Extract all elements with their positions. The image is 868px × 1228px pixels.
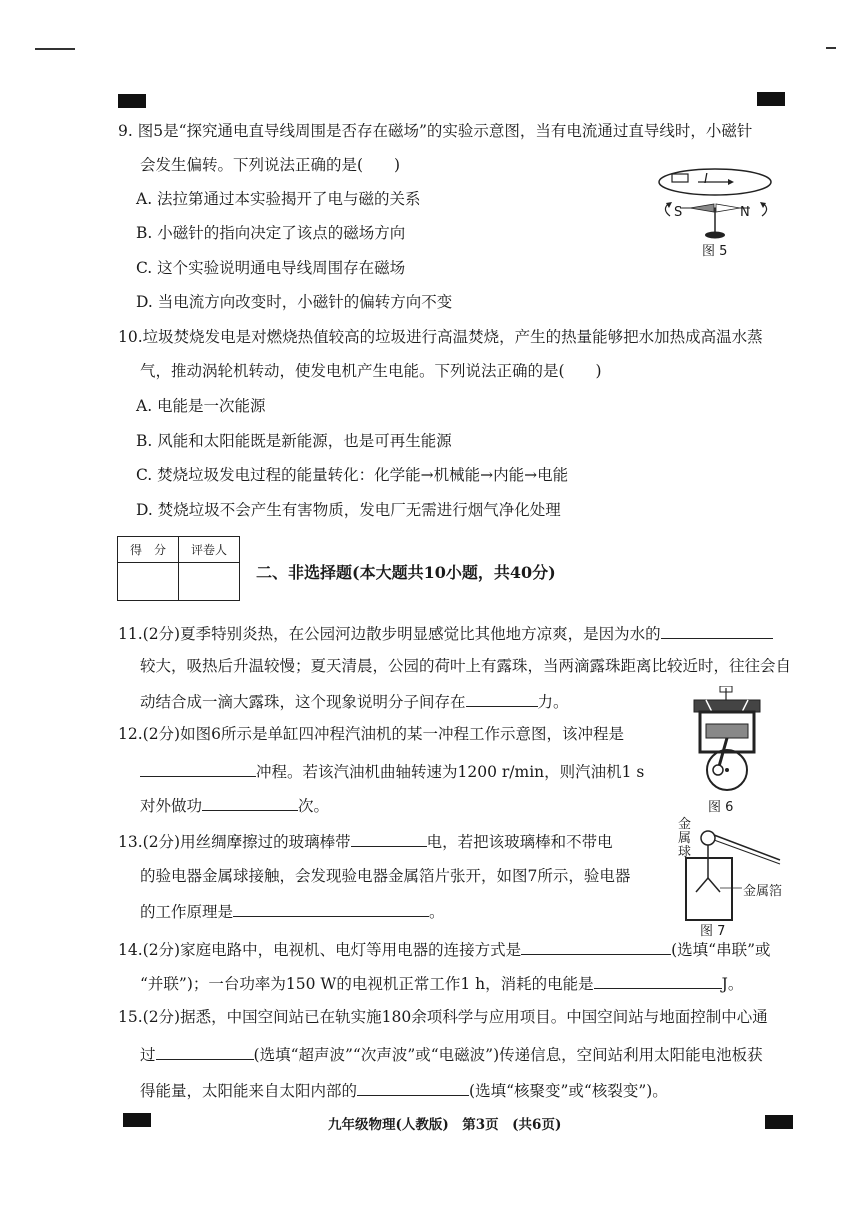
q15-blank-1[interactable] [156,1043,254,1060]
scan-edge-line-right [826,47,836,49]
q14-blank-1[interactable] [521,938,671,955]
corner-mark-bottom-right [765,1115,793,1129]
figure-7-foil-label: 金属箔 [743,884,783,899]
figure-7-ball-label: 金属球 [678,817,692,860]
figure-6-caption: 图 6 [708,800,734,815]
q10-option-c: C. 焚烧垃圾发电过程的能量转化：化学能→机械能→内能→电能 [136,466,569,484]
q11-blank-2[interactable] [466,690,538,707]
q10-option-b: B. 风能和太阳能既是新能源，也是可再生能源 [136,432,452,450]
q14-text-1b: (选填“串联”或 [671,941,771,959]
section-2-title: 二、非选择题(本大题共10小题，共40分) [256,563,556,582]
figure-5-caption: 图 5 [702,244,728,259]
q11-text-1: 11.(2分)夏季特别炎热，在公园河边散步明显感觉比其他地方凉爽，是因为水的 [118,625,661,643]
q14-text-2b: J。 [721,975,744,993]
q12-text-2: 冲程。若该汽油机曲轴转速为1200 r/min，则汽油机1 s [256,763,645,781]
q9-option-c: C. 这个实验说明通电导线周围存在磁场 [136,259,406,277]
q12-text-3a: 对外做功 [140,797,203,815]
q13-blank-1[interactable] [351,830,427,847]
q12-blank-1[interactable] [140,760,256,777]
q15-text-2a: 过 [140,1046,156,1064]
q10-option-a: A. 电能是一次能源 [136,397,266,415]
q15-blank-2[interactable] [357,1079,469,1096]
q10-stem-line1: 10.垃圾焚烧发电是对燃烧热值较高的垃圾进行高温焚烧，产生的热量能够把水加热成高温水蒸 [118,328,763,346]
q11-text-3b: 力。 [537,693,569,711]
q14-line1 [118,938,771,960]
score-table-header-grader: 评卷人 [179,537,240,563]
q14-text-2a: “并联”)；一台功率为150 W的电视机正常工作1 h，消耗的电能是 [140,975,594,993]
q10-stem-line2: 气，推动涡轮机转动，使发电机产生电能。下列说法正确的是( ) [140,362,602,380]
corner-mark-top-right [757,92,785,106]
q13-line1 [118,830,613,852]
q14-blank-2[interactable] [594,972,722,989]
q9-option-a: A. 法拉第通过本实验揭开了电与磁的关系 [136,190,421,208]
q13-line2: 的验电器金属球接触，会发现验电器金属箔片张开，如图7所示，验电器 [140,867,631,885]
scan-edge-line [35,48,75,50]
q11-line3 [140,690,569,712]
q9-stem-line1: 9. 图5是“探究通电直导线周围是否存在磁场”的实验示意图，当有电流通过直导线时，小磁针 [118,122,753,140]
corner-mark-top-left [118,94,146,108]
q11-blank-1[interactable] [661,622,773,639]
figure-5-current-label: I [704,172,708,187]
q15-text-3a: 得能量，太阳能来自太阳内部的 [140,1082,358,1100]
q12-line2 [140,760,644,782]
q15-text-3b: (选填“核聚变”或“核裂变”)。 [469,1082,668,1100]
q15-line3 [140,1079,668,1101]
q14-line2 [140,972,743,994]
q11-text-3a: 动结合成一滴大露珠，这个现象说明分子间存在 [140,693,466,711]
figure-5-north-label: N [740,205,750,220]
q14-text-1a: 14.(2分)家庭电路中，电视机、电灯等用电器的连接方式是 [118,941,522,959]
score-table [117,536,240,601]
figure-6-engine-diagram [688,686,768,796]
q12-blank-2[interactable] [202,794,298,811]
corner-mark-bottom-left [123,1113,151,1127]
q12-text-3b: 次。 [298,797,330,815]
q13-text-1b: 电，若把该玻璃棒和不带电 [426,833,613,851]
figure-7-caption: 图 7 [700,924,726,939]
page-footer: 九年级物理(人教版) 第3页 (共6页) [328,1117,562,1133]
q13-text-1a: 13.(2分)用丝绸摩擦过的玻璃棒带 [118,833,351,851]
q13-text-3b: 。 [429,903,445,921]
figure-5-south-label: S [674,205,683,220]
score-table-header-score: 得 分 [118,537,179,563]
q12-line3 [140,794,329,816]
q11-line1 [118,622,773,644]
q13-blank-2[interactable] [233,900,429,917]
q13-text-3a: 的工作原理是 [140,903,234,921]
q9-stem-line2: 会发生偏转。下列说法正确的是( ) [140,156,401,174]
q15-text-2b: (选填“超声波”“次声波”或“电磁波”)传递信息，空间站利用太阳能电池板获 [253,1046,763,1064]
q9-option-d: D. 当电流方向改变时，小磁针的偏转方向不变 [136,293,453,311]
figure-5-diagram [650,160,780,240]
grader-cell [179,563,240,601]
q13-line3 [140,900,445,922]
score-cell [118,563,179,601]
q9-option-b: B. 小磁针的指向决定了该点的磁场方向 [136,224,406,242]
q12-line1: 12.(2分)如图6所示是单缸四冲程汽油机的某一冲程工作示意图，该冲程是 [118,725,624,743]
figure-7-electroscope-diagram [676,826,786,926]
q10-option-d: D. 焚烧垃圾不会产生有害物质，发电厂无需进行烟气净化处理 [136,501,561,519]
q15-line2 [140,1043,763,1065]
q11-line2: 较大，吸热后升温较慢；夏天清晨，公园的荷叶上有露珠，当两滴露珠距离比较近时，往往会自 [140,657,792,675]
q15-line1: 15.(2分)据悉，中国空间站已在轨实施180余项科学与应用项目。中国空间站与地面控制中心通 [118,1008,768,1026]
